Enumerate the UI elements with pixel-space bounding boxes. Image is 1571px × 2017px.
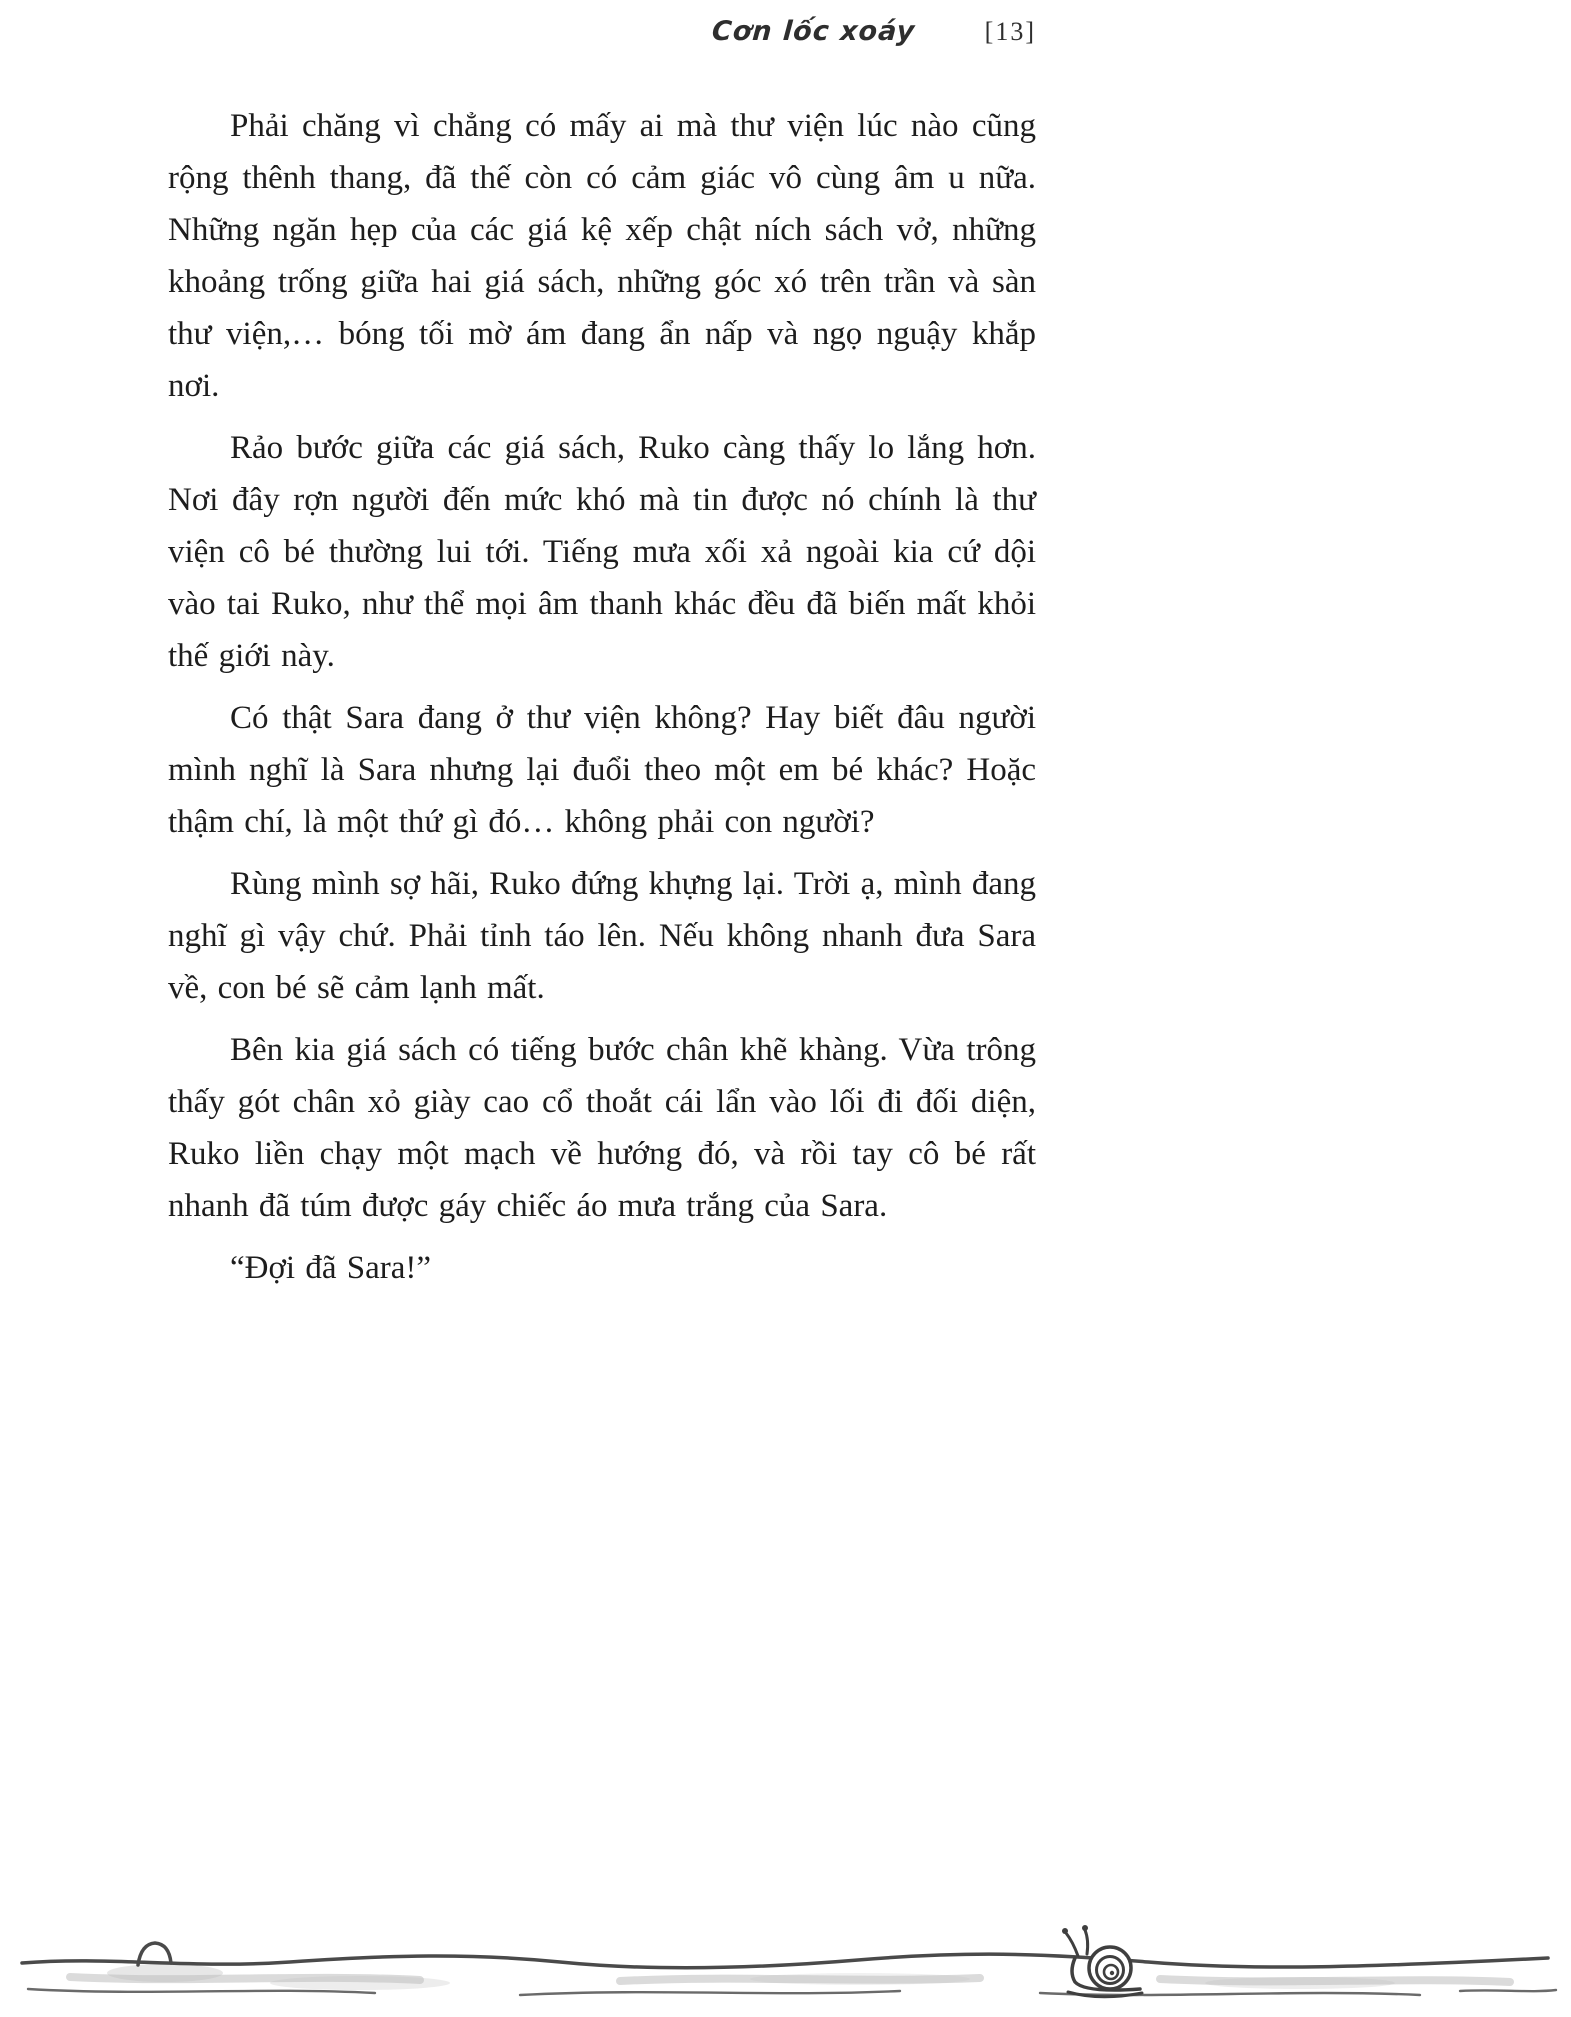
snail-antenna [1066,1933,1078,1956]
snail-eye [1082,1925,1088,1931]
snail-icon [1052,1922,1152,2012]
chapter-title: Cơn lốc xoáy [710,16,916,47]
snail-foot [1068,1992,1142,1997]
snail-eye [1062,1928,1068,1934]
body-text [168,100,1036,1304]
ground-shadow-stroke [1160,1979,1510,1982]
ground-line-secondary [1460,1990,1556,1991]
ground-line-secondary [28,1989,375,1993]
ground-shadow-stroke [70,1977,420,1980]
paragraph: Có thật Sara đang ở thư viện không? Hay biết đâu người mình nghĩ là Sara nhưng lại đuổi theo một em bé khác? Hoặc thậm chí, là một thứ gì đó… không phải con người? [168,700,1036,840]
paragraph: Phải chăng vì chẳng có mấy ai mà thư viện lúc nào cũng rộng thênh thang, đã thế còn có cảm giác vô cùng âm u nữa. Những ngăn hẹp của các giá kệ xếp chật ních sách vở, những khoảng trống giữa hai giá sách, những góc xó trên trần và sàn thư viện,… bóng tối mờ ám đang ẩn nấp và ngọ nguậy khắp nơi. [168,108,1036,404]
ground-doodle-illustration [0,1887,1571,2017]
paragraph: Rùng mình sợ hãi, Ruko đứng khựng lại. Trời ạ, mình đang nghĩ gì vậy chứ. Phải tỉnh táo lên. Nếu không nhanh đưa Sara về, con bé sẽ cảm lạnh mất. [168,866,1036,1006]
page-number: [13] [984,17,1036,46]
running-header [168,16,1036,47]
paragraph: Bên kia giá sách có tiếng bước chân khẽ khàng. Vừa trông thấy gót chân xỏ giày cao cổ thoắt cái lẩn vào lối đi đối diện, Ruko liền chạy một mạch về hướng đó, và rồi tay cô bé rất nhanh đã túm được gáy chiếc áo mưa trắng của Sara. [168,1032,1036,1224]
snail-antenna [1085,1930,1088,1954]
ground-line-secondary [520,1991,900,1995]
ground-line-main [22,1954,1548,1968]
ground-shadow-stroke [620,1978,980,1981]
paragraph: Rảo bước giữa các giá sách, Ruko càng thấy lo lắng hơn. Nơi đây rợn người đến mức khó mà tin được nó chính là thư viện cô bé thường lui tới. Tiếng mưa xối xả ngoài kia cứ dội vào tai Ruko, như thể mọi âm thanh khác đều đã biến mất khỏi thế giới này. [168,430,1036,674]
snail-shell-center [1110,1971,1114,1975]
paragraph: “Đợi đã Sara!” [230,1250,432,1286]
